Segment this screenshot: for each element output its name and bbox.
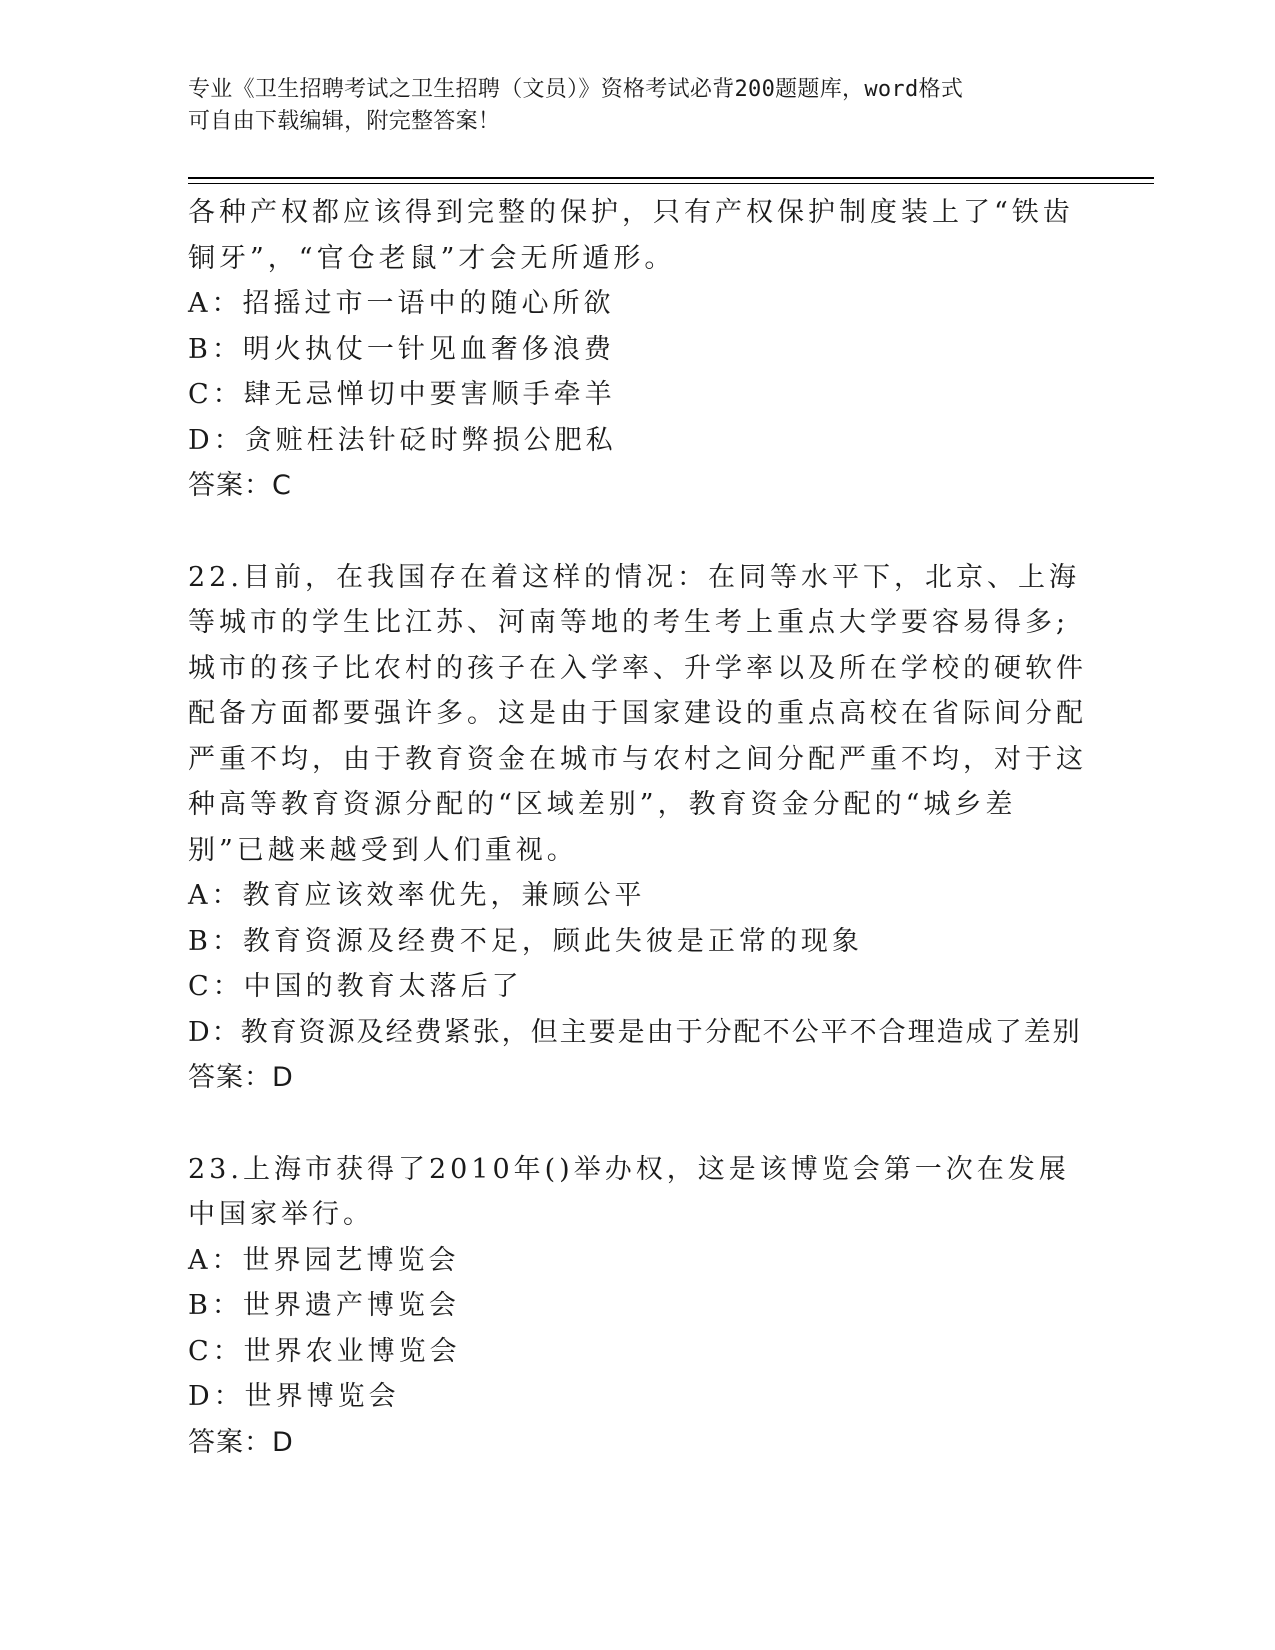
option-d: D：世界博览会 (188, 1381, 400, 1412)
option-a: A：招摇过市一语中的随心所欲 (188, 288, 615, 319)
question-stem: 各种产权都应该得到完整的保护，只有产权保护制度装上了“铁齿铜牙”，“官仓老鼠”才会无所遁形。 (188, 197, 1074, 274)
option-b: B：教育资源及经费不足，顾此失彼是正常的现象 (188, 925, 863, 957)
header-title-line-1: 专业《卫生招聘考试之卫生招聘（文员）》资格考试必背200题题库，word格式 (188, 77, 964, 102)
question-stem: 23.上海市获得了2010年()举办权，这是该博览会第一次在发展中国家举行。 (188, 1153, 1070, 1230)
answer-line: 答案：D (188, 1062, 294, 1093)
question-22 (188, 555, 1088, 1101)
option-d: D：教育资源及经费紧张，但主要是由于分配不公平不合理造成了差别 (188, 1016, 1082, 1048)
question-list (188, 190, 1088, 1465)
header-divider-thin (188, 183, 1154, 184)
option-b: B：世界遗产博览会 (188, 1290, 460, 1321)
option-c: C：中国的教育太落后了 (188, 971, 523, 1002)
question-spacer (188, 509, 1088, 555)
option-c: C：世界农业博览会 (188, 1335, 461, 1367)
answer-line: 答案：C (188, 470, 292, 501)
option-c: C：肆无忌惮切中要害顺手牵羊 (188, 379, 616, 410)
answer-line: 答案：D (188, 1426, 294, 1458)
question-21 (188, 190, 1088, 509)
question-stem: 22.目前，在我国存在着这样的情况：在同等水平下，北京、上海等城市的学生比江苏、河南等地的考生考上重点大学要容易得多;城市的孩子比农村的孩子在入学率、升学率以及所在学校的硬软件配备方面都要强许多。这是由于国家建设的重点高校在省际间分配严重不均，由于教育资金在城市与农村之间分配严重不均，对于这种高等教育资源分配的“区域差别”，教育资金分配的“城乡差别”已越来越受到人们重视。 (188, 561, 1087, 866)
header-title-line-2: 可自由下载编辑，附完整答案！ (188, 109, 501, 134)
option-a: A：教育应该效率优先，兼顾公平 (188, 880, 646, 911)
header-divider-thick (188, 177, 1154, 179)
option-a: A：世界园艺博览会 (188, 1244, 460, 1276)
document-header (188, 74, 1068, 138)
question-23 (188, 1147, 1088, 1466)
question-spacer (188, 1101, 1088, 1147)
option-d: D：贪赃枉法针砭时弊损公肥私 (188, 424, 617, 456)
option-b: B：明火执仗一针见血奢侈浪费 (188, 333, 615, 365)
